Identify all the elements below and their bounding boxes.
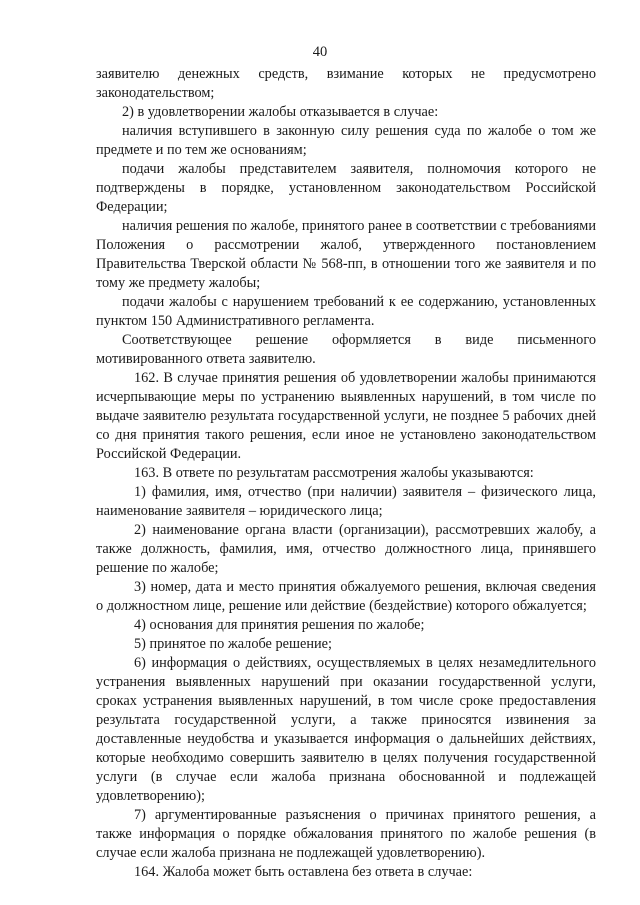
paragraph: 4) основания для принятия решения по жалобе; <box>134 617 425 633</box>
paragraph: 1) фамилия, имя, отчество (при наличии) заявителя – физического лица, наименование заявителя – юридического лица; <box>96 484 596 519</box>
body-text <box>96 65 596 882</box>
paragraph: заявителю денежных средств, взимание которых не предусмотрено законодательством; <box>96 66 596 101</box>
paragraph: наличия решения по жалобе, принятого ранее в соответствии с требованиями Положения о рассмотрении жалоб, утвержденного постановлением Правительства Тверской области № 568-пп, в отношении того же заявителя и по тому же предмету жалобы; <box>96 218 596 291</box>
paragraph: 2) в удовлетворении жалобы отказывается в случае: <box>122 104 439 120</box>
paragraph: 163. В ответе по результатам рассмотрения жалобы указываются: <box>134 465 534 481</box>
paragraph: 162. В случае принятия решения об удовлетворении жалобы принимаются исчерпывающие меры по устранению выявленных нарушений, в том числе по выдаче заявителю результата государственной услуги, не позднее 5 рабочих дней со дня принятия такого решения, если иное не установлено законодательством Российской Федерации. <box>96 370 596 462</box>
paragraph: подачи жалобы представителем заявителя, полномочия которого не подтверждены в порядке, установленном законодательством Российской Федерации; <box>96 161 596 215</box>
paragraph: Соответствующее решение оформляется в виде письменного мотивированного ответа заявителю. <box>96 332 596 367</box>
paragraph: наличия вступившего в законную силу решения суда по жалобе о том же предмете и по тем же основаниям; <box>96 123 596 158</box>
page-number: 40 <box>312 44 328 60</box>
paragraph: подачи жалобы с нарушением требований к ее содержанию, установленных пунктом 150 Административного регламента. <box>96 294 596 329</box>
paragraph: 3) номер, дата и место принятия обжалуемого решения, включая сведения о должностном лице, решение или действие (бездействие) которого обжалуется; <box>96 579 596 614</box>
paragraph: 5) принятое по жалобе решение; <box>134 636 332 652</box>
paragraph: 164. Жалоба может быть оставлена без ответа в случае: <box>134 864 473 880</box>
paragraph: 7) аргументированные разъяснения о причинах принятого решения, а также информация о порядке обжалования принятого по жалобе решения (в случае если жалоба признана не подлежащей удовлетворению). <box>96 807 596 861</box>
paragraph: 2) наименование органа власти (организации), рассмотревших жалобу, а также должность, фамилия, имя, отчество должностного лица, принявшего решение по жалобе; <box>96 522 596 576</box>
paragraph: 6) информация о действиях, осуществляемых в целях незамедлительного устранения выявленных нарушений при оказании государственной услуги, сроках устранения выявленных нарушений, в том числе сроке предоставления результата государственной услуги, а также приносятся извинения за доставленные неудобства и указывается информация о дальнейших действиях, которые необходимо совершить заявителю в целях получения государственной услуги (в случае если жалоба признана обоснованной и подлежащей удовлетворению); <box>96 655 596 804</box>
